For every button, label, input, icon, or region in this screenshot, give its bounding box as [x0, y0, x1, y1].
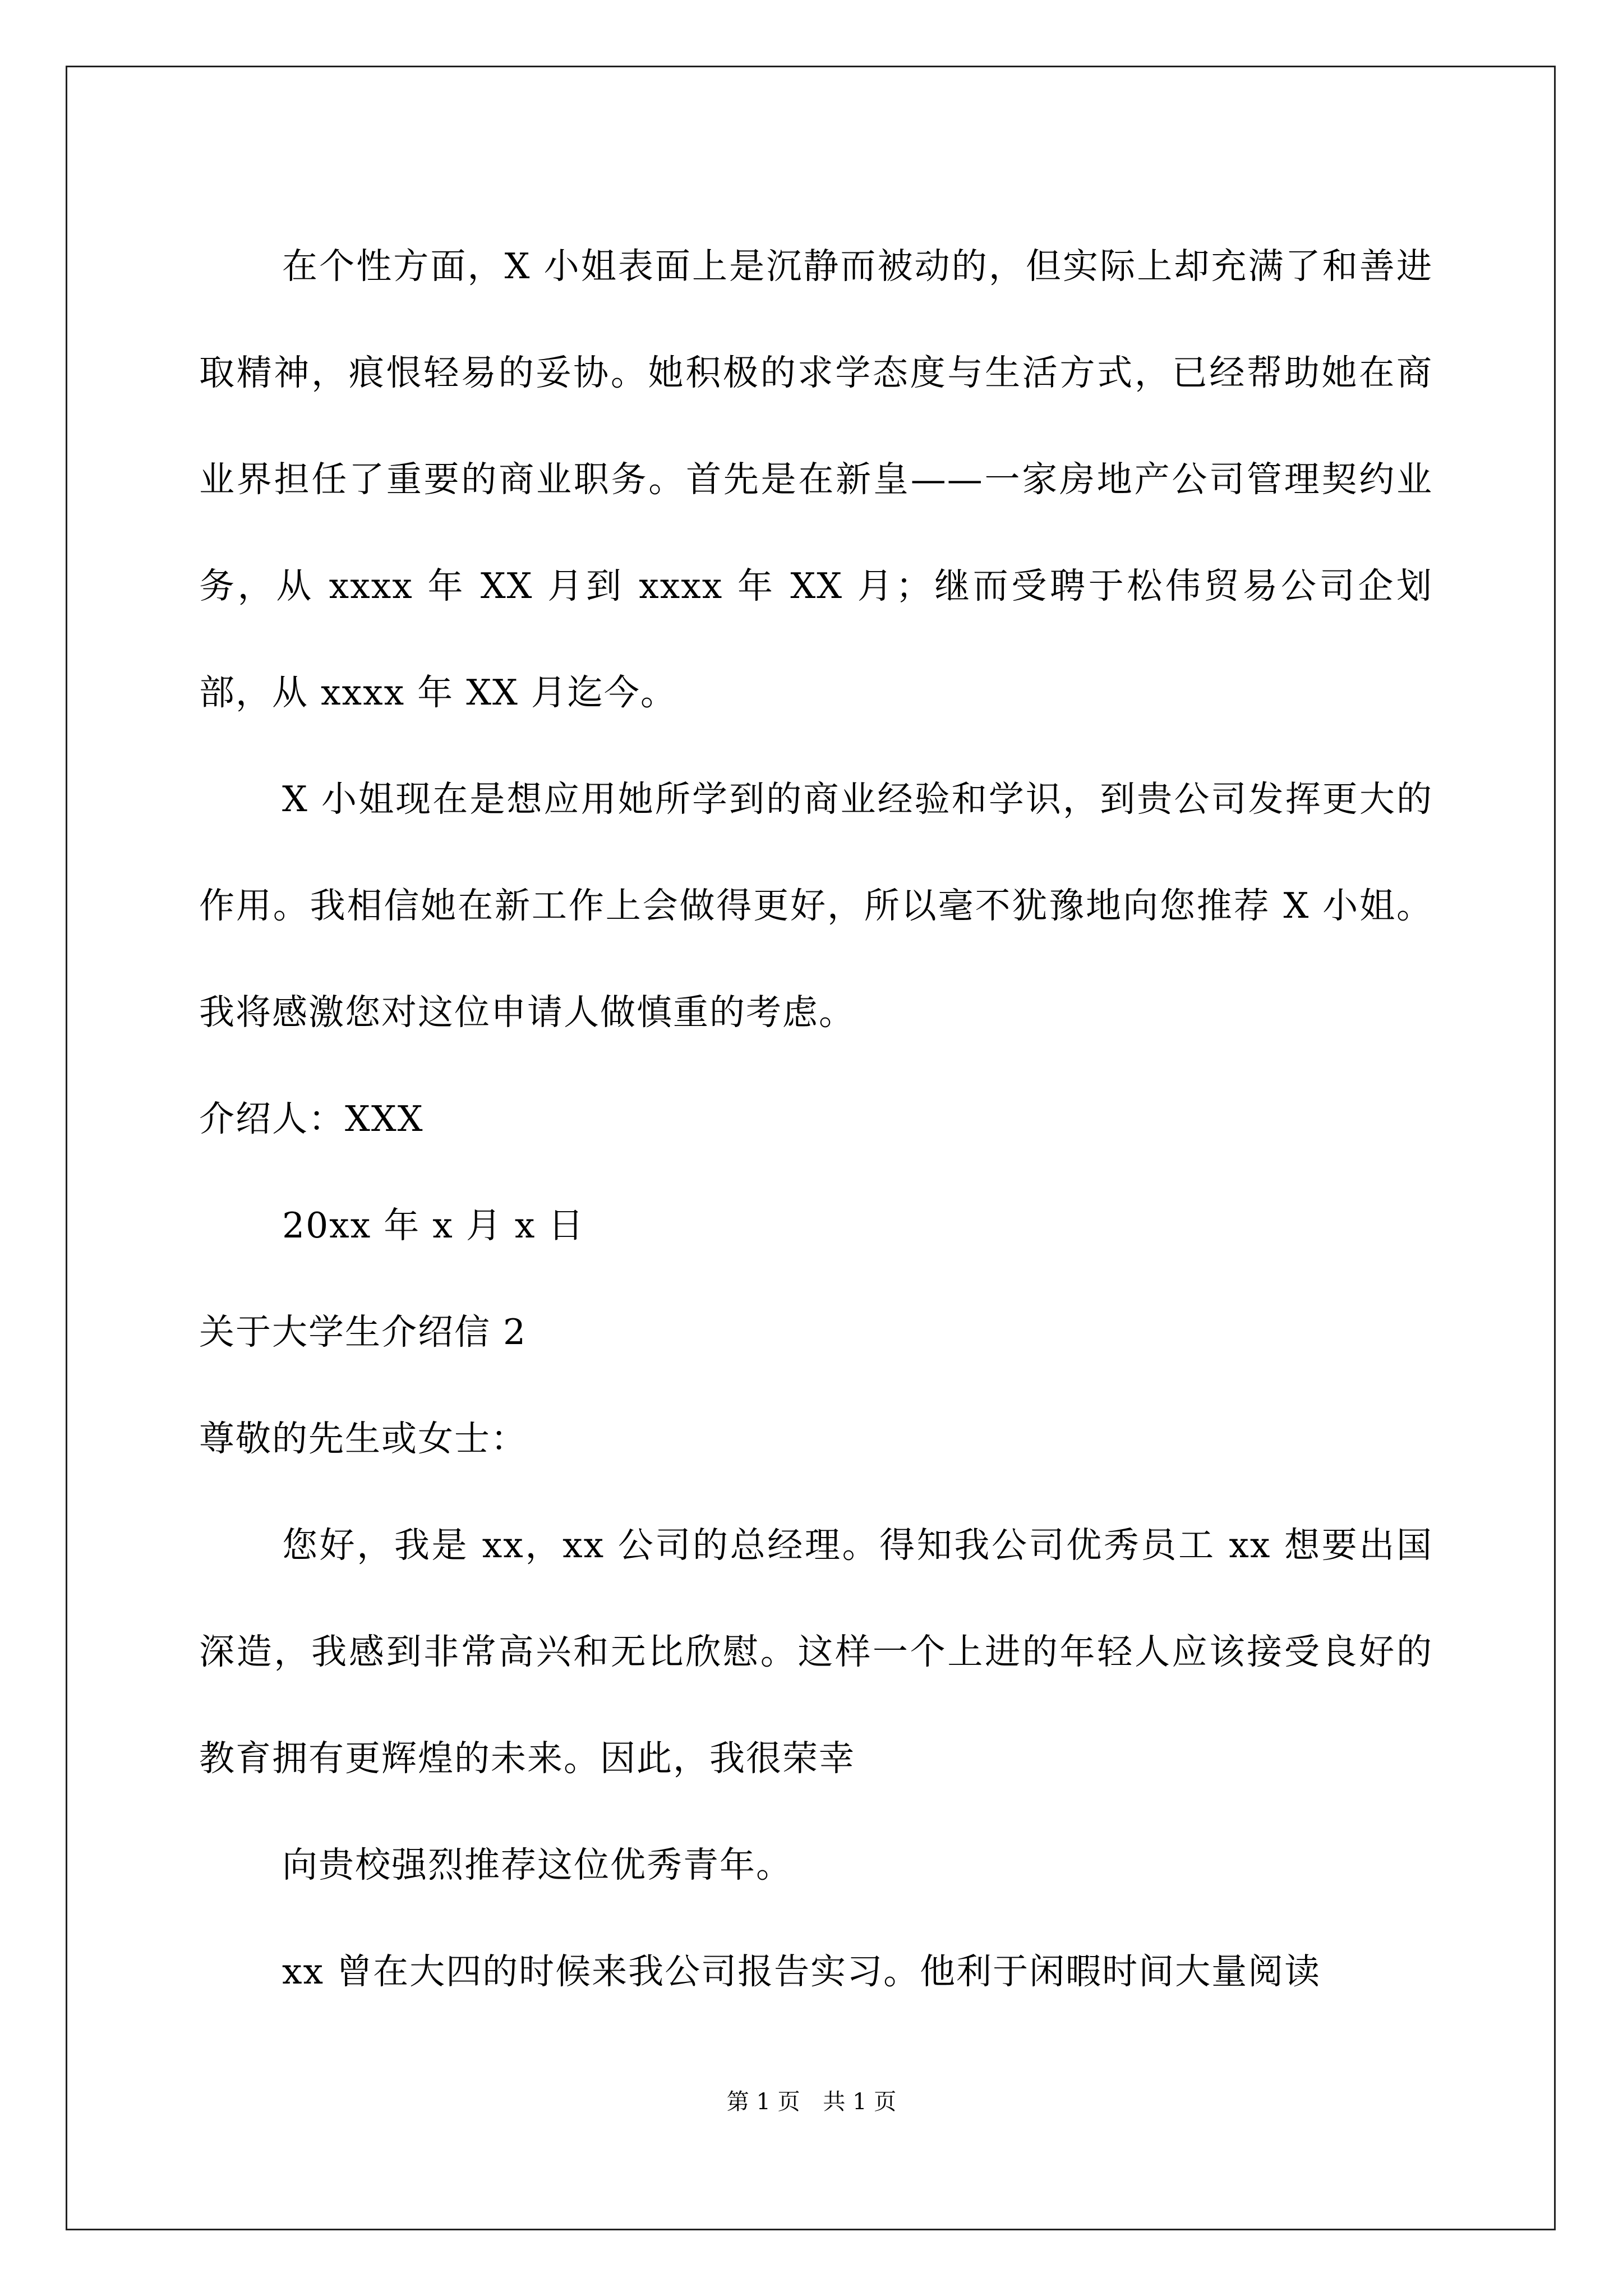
- salutation: 尊敬的先生或女士：: [199, 1418, 527, 1459]
- section-title: 关于大学生介绍信 2: [199, 1312, 527, 1352]
- date-line: 20xx 年 x 月 x 日: [282, 1205, 585, 1246]
- document-body: [199, 213, 1433, 2025]
- page-footer: [0, 2088, 1623, 2116]
- page-number: 第 1 页: [726, 2089, 800, 2115]
- introducer-line: 介绍人：XXX: [199, 1098, 424, 1139]
- paragraph-internship: xx 曾在大四的时候来我公司报告实习。他利于闲暇时间大量阅读: [282, 1951, 1321, 1992]
- paragraph-greeting: 您好，我是 xx，xx 公司的总经理。得知我公司优秀员工 xx 想要出国深造，我感到非常高兴和无比欣慰。这样一个上进的年轻人应该接受良好的教育拥有更辉煌的未来。因此，我很荣幸: [199, 1525, 1433, 1779]
- paragraph-recommend-youth: 向贵校强烈推荐这位优秀青年。: [282, 1844, 792, 1885]
- page-total: 共 1 页: [823, 2089, 897, 2115]
- paragraph-recommendation: X 小姐现在是想应用她所学到的商业经验和学识，到贵公司发挥更大的作用。我相信她在新工作上会做得更好，所以毫不犹豫地向您推荐 X 小姐。我将感激您对这位申请人做慎重的考虑。: [199, 779, 1433, 1033]
- paragraph-personality: 在个性方面，X 小姐表面上是沉静而被动的，但实际上却充满了和善进取精神，痕恨轻易的妥协。她积极的求学态度与生活方式，已经帮助她在商业界担任了重要的商业职务。首先是在新皇——一家房地产公司管理契约业务，从 xxxx 年 XX 月到 xxxx 年 XX 月；继而受聘于松伟贸易公司企划部，从 xxxx 年 XX 月迄今。: [199, 246, 1433, 713]
